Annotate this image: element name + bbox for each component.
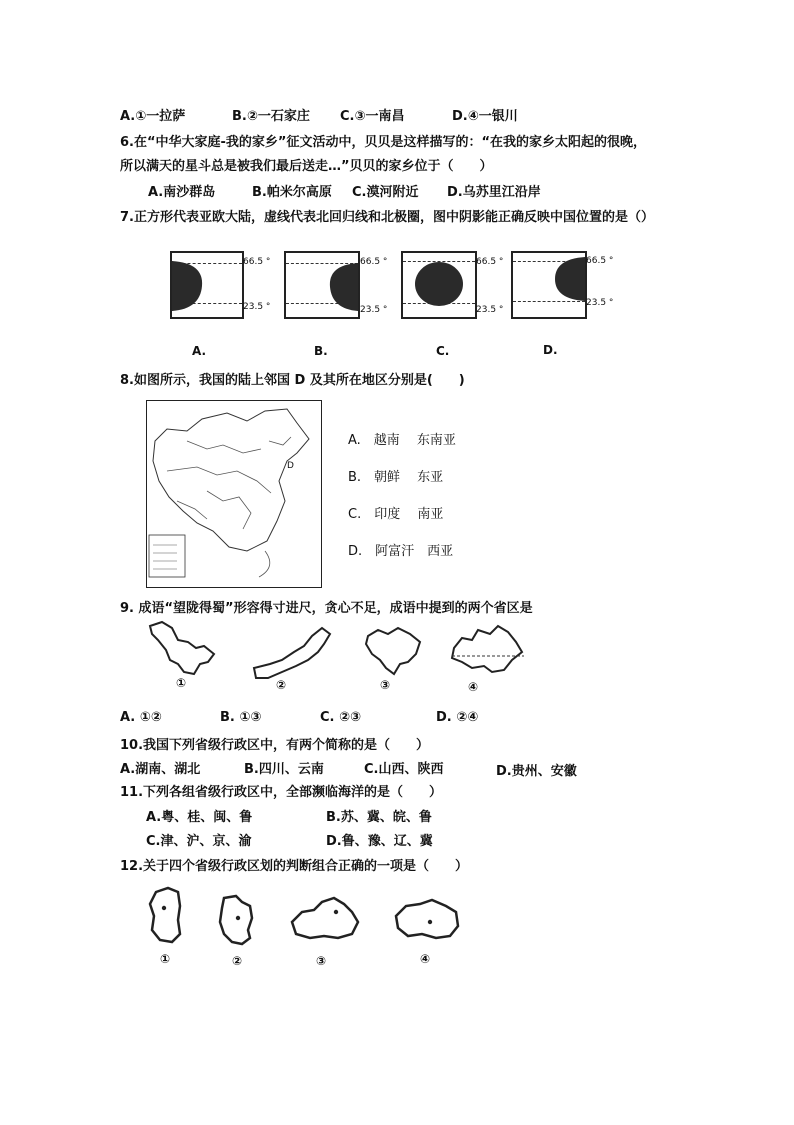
q9-label-2: ② — [276, 678, 287, 692]
q6-option-a: A.南沙群岛 — [148, 185, 216, 200]
q9-label-3: ③ — [380, 678, 391, 692]
q7-a-lat-high: 66.5 ° — [243, 257, 271, 267]
q7-b-lat-high: 66.5 ° — [360, 257, 388, 267]
q9-province-4-outline — [450, 622, 526, 680]
q5-option-d: D.④一银川 — [452, 109, 518, 124]
q10-option-c: C.山西、陕西 — [364, 762, 444, 777]
q12-label-4: ④ — [420, 952, 431, 966]
q12-province-1-outline — [148, 886, 184, 946]
q9-label-4: ④ — [468, 680, 479, 694]
q7-question: 7.正方形代表亚欧大陆，虚线代表北回归线和北极圈，图中阴影能正确反映中国位置的是（） — [120, 210, 654, 225]
q12-province-4-outline — [392, 898, 462, 942]
q6-option-d: D.乌苏里江沿岸 — [447, 185, 541, 200]
q7-diagram-c — [401, 251, 477, 319]
q7-b-lat-low: 23.5 ° — [360, 305, 388, 315]
q5-option-a: A.①一拉萨 — [120, 109, 186, 124]
q9-province-2-outline — [252, 624, 334, 684]
q7-label-b: B. — [314, 344, 328, 358]
q7-a-lat-low: 23.5 ° — [243, 302, 271, 312]
q10-option-b: B.四川、云南 — [244, 762, 324, 777]
q9-option-d: D. ②④ — [436, 710, 479, 725]
q6-question: 6.在“中华大家庭-我的家乡”征文活动中，贝贝是这样描写的：“在我的家乡太阳起的很晚， — [120, 135, 647, 150]
q9-option-c: C. ②③ — [320, 710, 362, 725]
q12-province-2-outline — [216, 894, 256, 946]
q7-diagram-b — [284, 251, 360, 319]
q11-option-b: B.苏、冀、皖、鲁 — [326, 810, 432, 825]
q9-question: 9. 成语“望陇得蜀”形容得寸进尺，贪心不足，成语中提到的两个省区是 — [120, 601, 533, 616]
q12-question: 12.关于四个省级行政区划的判断组合正确的一项是（ ） — [120, 859, 469, 874]
q6-question-cont: 所以满天的星斗总是被我们最后送走…”贝贝的家乡位于（ ） — [120, 159, 493, 174]
q9-option-b: B. ①③ — [220, 710, 262, 725]
q10-question: 10.我国下列省级行政区中，有两个简称的是（ ） — [120, 738, 430, 753]
q8-question: 8.如图所示，我国的陆上邻国 D 及其所在地区分别是( ) — [120, 373, 465, 388]
q7-c-lat-low: 23.5 ° — [476, 305, 504, 315]
q7-diagram-d — [511, 251, 587, 319]
q9-province-3-outline — [364, 624, 424, 680]
q5-option-b: B.②一石家庄 — [232, 109, 310, 124]
q7-label-a: A. — [192, 344, 207, 358]
q8-option-b: B. 朝鲜 东亚 — [348, 470, 444, 485]
q6-option-c: C.漠河附近 — [352, 185, 419, 200]
q7-label-d: D. — [543, 343, 558, 357]
q12-label-1: ① — [160, 952, 171, 966]
q10-option-a: A.湖南、湖北 — [120, 762, 201, 777]
q7-c-lat-high: 66.5 ° — [476, 257, 504, 267]
q7-diagram-a — [170, 251, 244, 319]
q8-option-d: D. 阿富汗 西亚 — [348, 544, 454, 559]
q8-map-marker-d: D — [287, 461, 294, 471]
q11-question: 11.下列各组省级行政区中，全部濒临海洋的是（ ） — [120, 785, 443, 800]
q12-label-3: ③ — [316, 954, 327, 968]
q5-option-c: C.③一南昌 — [340, 109, 405, 124]
q11-option-a: A.粤、桂、闽、鲁 — [146, 810, 253, 825]
q9-label-1: ① — [176, 676, 187, 690]
q7-d-lat-high: 66.5 ° — [586, 256, 614, 266]
q9-option-a: A. ①② — [120, 710, 162, 725]
q7-d-lat-low: 23.5 ° — [586, 298, 614, 308]
q7-label-c: C. — [436, 344, 450, 358]
q8-option-c: C. 印度 南亚 — [348, 507, 444, 522]
q7-shaded-region-b — [286, 253, 358, 317]
q7-shaded-region-d — [513, 253, 585, 317]
q8-china-map — [146, 400, 322, 588]
q8-option-a: A. 越南 东南亚 — [348, 433, 456, 448]
q7-shaded-region-a — [172, 253, 242, 317]
q8-map-outline — [147, 401, 321, 587]
q11-option-c: C.津、沪、京、渝 — [146, 834, 252, 849]
q12-label-2: ② — [232, 954, 243, 968]
q10-option-d: D.贵州、安徽 — [496, 764, 577, 779]
q7-shaded-region-c — [403, 253, 475, 317]
q11-option-d: D.鲁、豫、辽、冀 — [326, 834, 433, 849]
q12-province-3-outline — [288, 894, 362, 942]
q6-option-b: B.帕米尔高原 — [252, 185, 332, 200]
